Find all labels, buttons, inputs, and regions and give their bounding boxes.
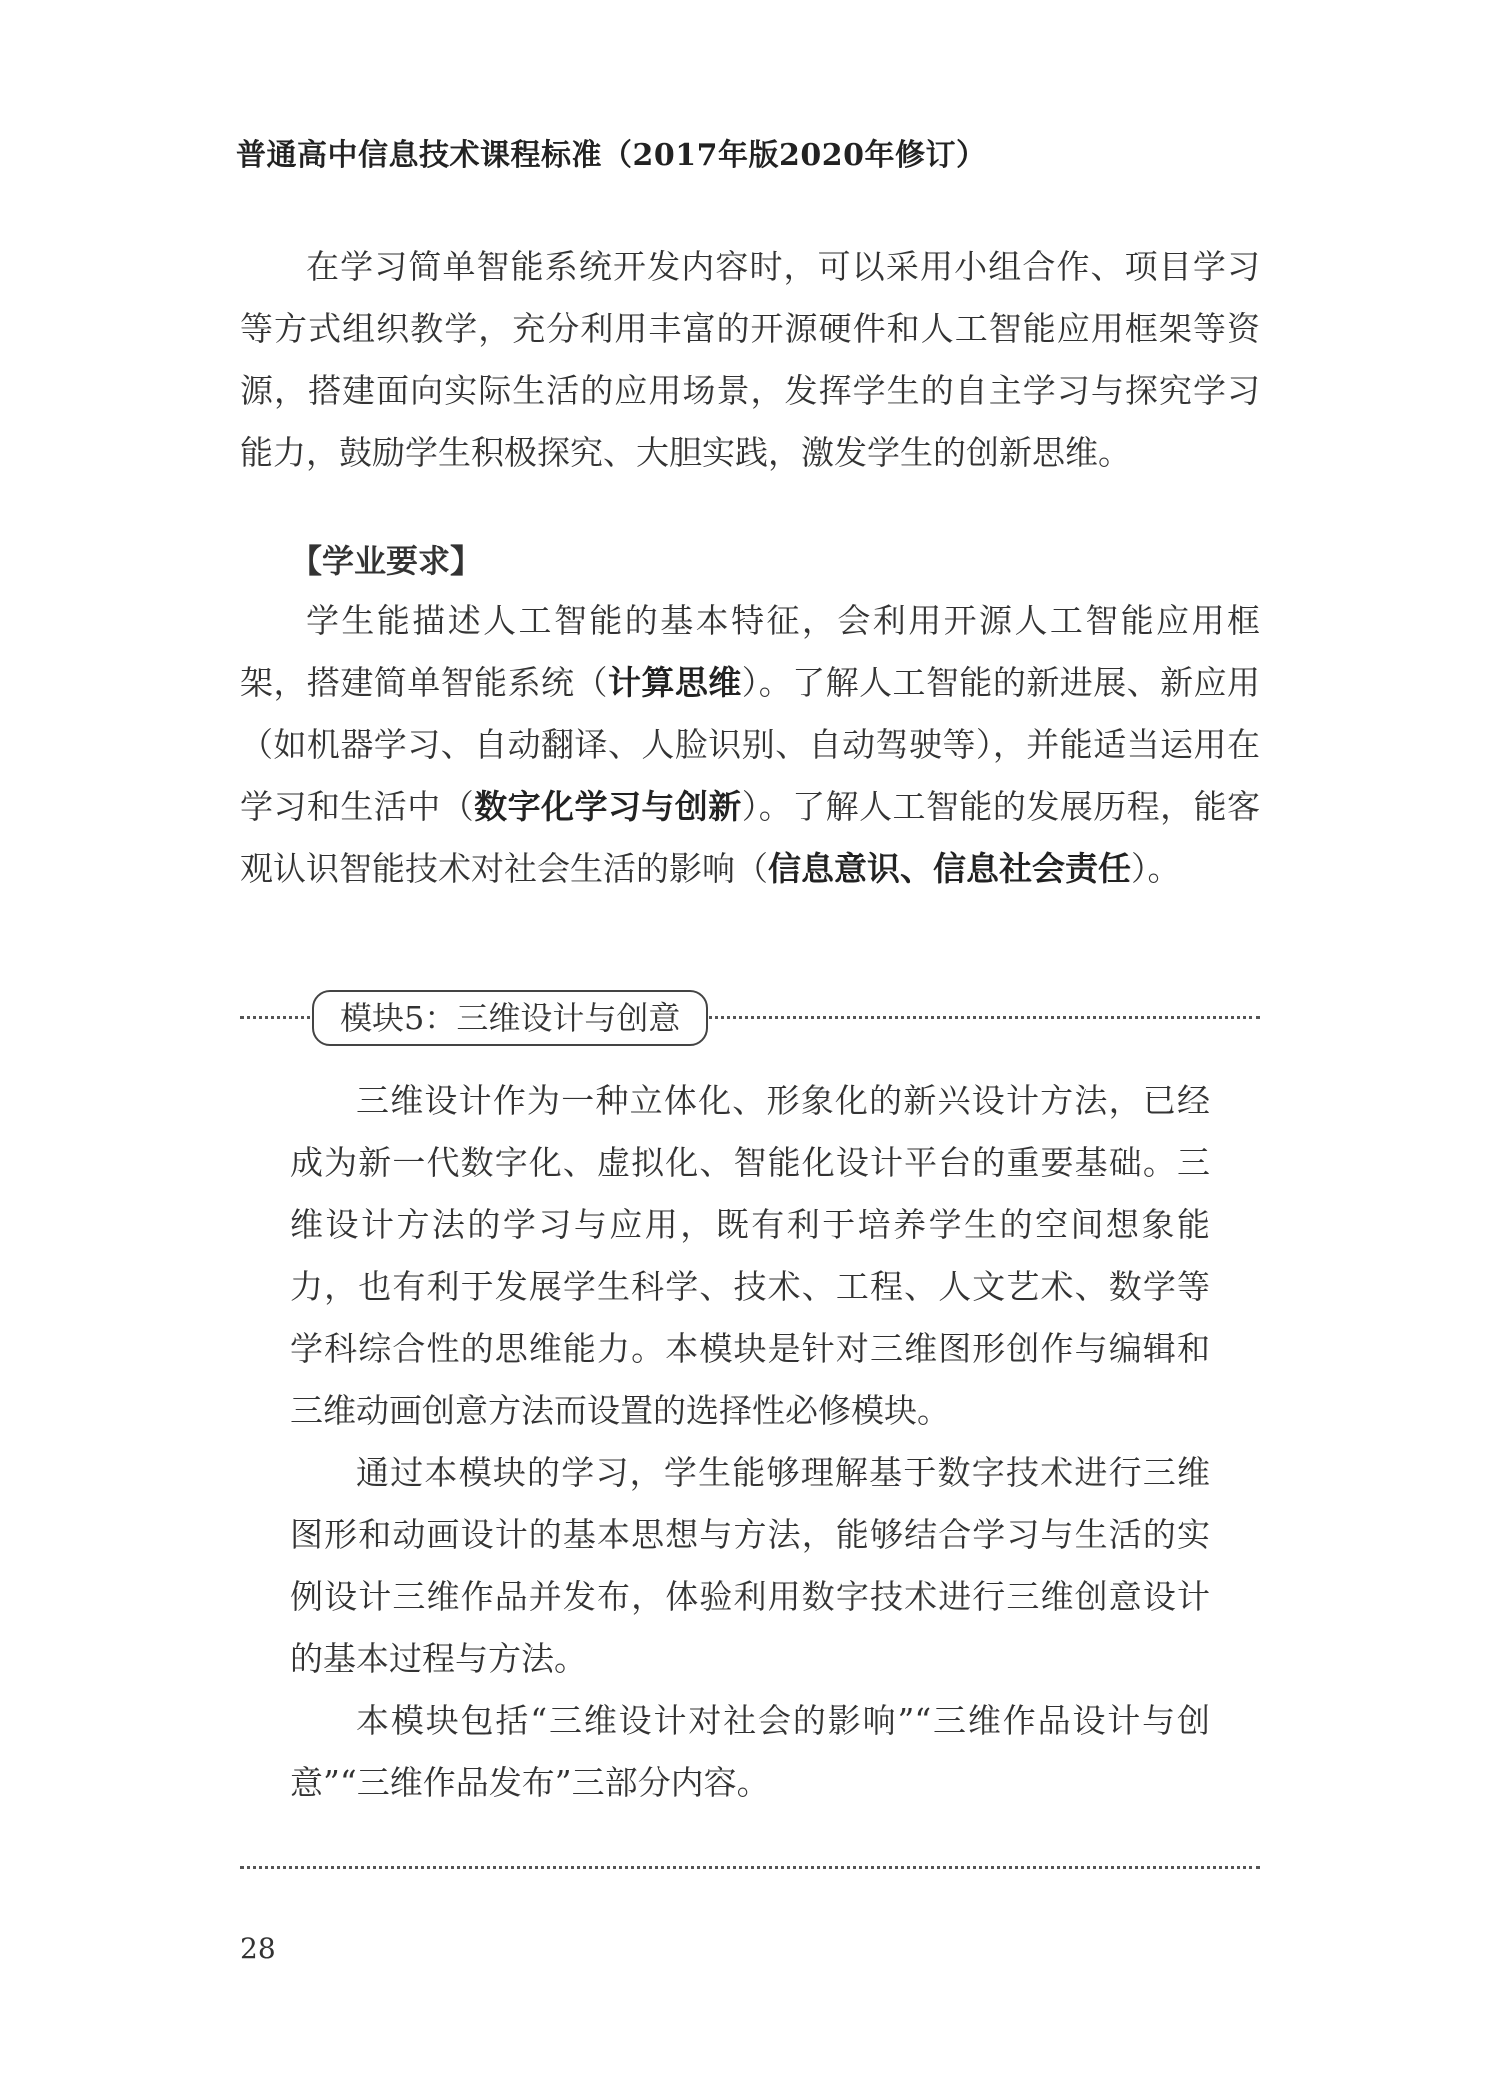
module-paragraph-2: 通过本模块的学习，学生能够理解基于数字技术进行三维图形和动画设计的基本思想与方法，能够结合学习与生活的实例设计三维作品并发布，体验利用数字技术进行三维创意设计的基本过程与方法。 bbox=[290, 1453, 1210, 1678]
module-title-tag: 模块5：三维设计与创意 bbox=[312, 990, 708, 1046]
running-header: 普通高中信息技术课程标准（2017年版2020年修订） bbox=[236, 138, 987, 173]
req-bold-information-awareness: 信息意识、信息社会责任 bbox=[768, 849, 1131, 888]
module-paragraph-3: 本模块包括“三维设计对社会的影响”“三维作品设计与创意”“三维作品发布”三部分内容。 bbox=[290, 1701, 1210, 1802]
intro-paragraph: 在学习简单智能系统开发内容时，可以采用小组合作、项目学习等方式组织教学，充分利用丰富的开源硬件和人工智能应用框架等资源，搭建面向实际生活的应用场景，发挥学生的自主学习与探究学习能力，鼓励学生积极探究、大胆实践，激发学生的创新思维。 bbox=[240, 247, 1260, 472]
page-number: 28 bbox=[240, 1932, 276, 1965]
req-bold-computational-thinking: 计算思维 bbox=[607, 663, 742, 702]
requirements-heading: 【学业要求】 bbox=[290, 542, 483, 580]
req-text-4: ）。 bbox=[1131, 849, 1181, 888]
module-bottom-divider bbox=[240, 1866, 1260, 1869]
requirements-section bbox=[240, 590, 1260, 900]
module-section bbox=[290, 1070, 1210, 1814]
requirements-paragraph bbox=[240, 590, 1260, 900]
req-text-3: ）。了解人工智能的发展历程，能客观认识智能技术对社会生活的影响（ bbox=[240, 787, 1261, 888]
module-paragraph-1: 三维设计作为一种立体化、形象化的新兴设计方法，已经成为新一代数字化、虚拟化、智能化设计平台的重要基础。三维设计方法的学习与应用，既有利于培养学生的空间想象能力，也有利于发展学生科学、技术、工程、人文艺术、数学等学科综合性的思维能力。本模块是针对三维图形创作与编辑和三维动画创意方法而设置的选择性必修模块。 bbox=[290, 1081, 1210, 1430]
req-bold-digital-learning: 数字化学习与创新 bbox=[474, 787, 742, 826]
intro-section bbox=[240, 236, 1260, 484]
req-text-2: ）。了解人工智能的新进展、新应用（如机器学习、自动翻译、人脸识别、自动驾驶等），并能适当运用在学习和生活中（ bbox=[240, 663, 1261, 826]
req-text-1: 学生能描述人工智能的基本特征，会利用开源人工智能应用框架，搭建简单智能系统（ bbox=[240, 601, 1260, 702]
